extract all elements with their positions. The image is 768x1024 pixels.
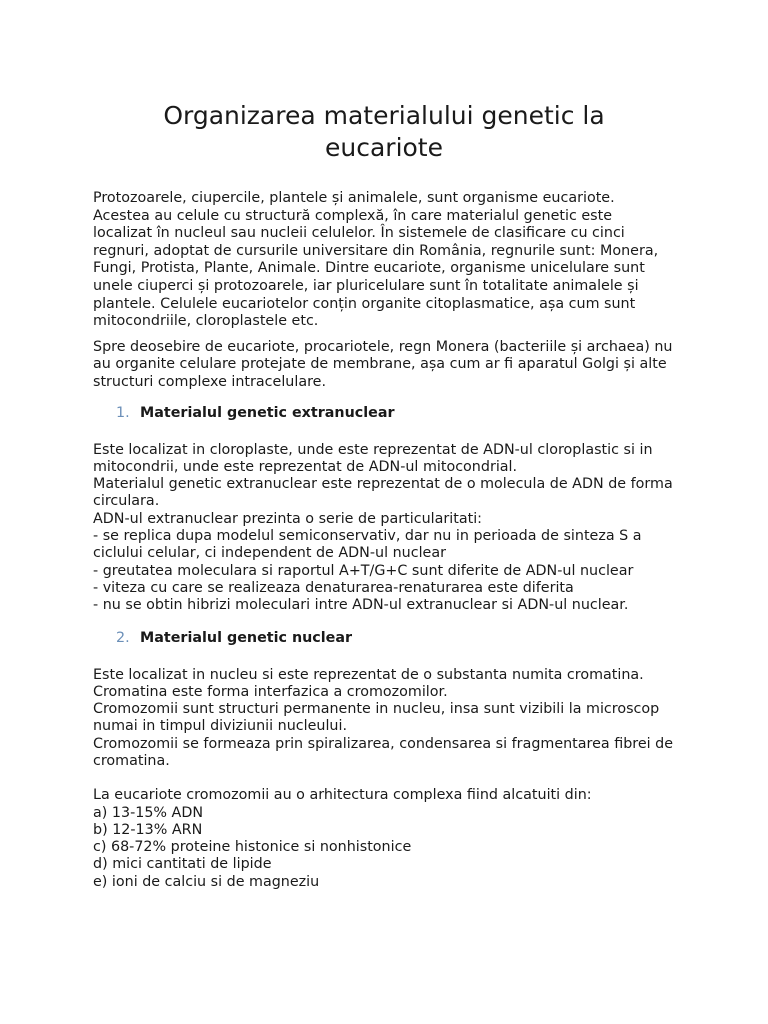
body-line: Cromozomii se formeaza prin spiralizarea, condensarea si fragmentarea fibrei de cromatina. — [93, 735, 674, 769]
body-line: La eucariote cromozomii au o arhitectura complexa fiind alcatuiti din: — [93, 787, 592, 804]
list-item: b) 12-13% ARN — [93, 821, 203, 838]
list-item: d) mici cantitati de lipide — [93, 856, 272, 873]
body-line: Este localizat in nucleu si este reprezentat de o substanta numita cromatina. — [93, 666, 644, 683]
section-heading-label: Materialul genetic nuclear — [140, 629, 353, 646]
section-number: 2. — [116, 629, 130, 646]
body-line: - nu se obtin hibrizi moleculari intre ADN-ul extranuclear si ADN-ul nuclear. — [93, 597, 629, 614]
blank-line — [93, 770, 675, 787]
body-line: Cromozomii sunt structuri permanente in nucleu, insa sunt vizibili la microscop numai in timpul diviziunii nucleului. — [93, 701, 660, 735]
section-body-nuclear — [93, 667, 675, 892]
body-line: Este localizat in cloroplaste, unde este reprezentat de ADN-ul cloroplastic si in mitocondrii, unde este reprezentat de ADN-ul mitocondrial. — [93, 441, 653, 475]
body-line: - viteza cu care se realizeaza denaturarea-renaturarea este diferita — [93, 579, 574, 596]
section-number: 1. — [116, 404, 130, 421]
body-line: - se replica dupa modelul semiconservativ, dar nu in perioada de sinteza S a ciclului celular, ci independent de ADN-ul nuclear — [93, 528, 642, 562]
section-heading-extranuclear — [93, 404, 675, 422]
intro-paragraph-2: Spre deosebire de eucariote, procariotele, regn Monera (bacteriile și archaea) nu au organite celulare protejate de membrane, așa cum ar fi aparatul Golgi și alte structuri complexe intracelulare. — [93, 338, 673, 390]
list-item: e) ioni de calciu si de magneziu — [93, 873, 320, 890]
body-line: Cromatina este forma interfazica a cromozomilor. — [93, 683, 448, 700]
intro-paragraph-1: Protozoarele, ciupercile, plantele și animalele, sunt organisme eucariote. Acestea au celule cu structură complexă, în care materialul genetic este localizat în nucleul sau nucleii celulelor. În sistemele de clasificare cu cinci regnuri, adoptat de cursurile universitare din România, regnurile sunt: Monera, Fungi, Protista, Plante, Animale. Dintre eucariote, organisme unicelulare sunt unele ciuperci și protozoarele, iar pluricelulare sunt în totalitate animalele și plantele. Celulele eucariotelor conțin organite citoplasmatice, așa cum sunt mitocondriile, cloroplastele etc. — [93, 190, 659, 330]
body-line: - greutatea moleculara si raportul A+T/G+C sunt diferite de ADN-ul nuclear — [93, 562, 634, 579]
section-heading-nuclear — [93, 629, 675, 647]
list-item: a) 13-15% ADN — [93, 804, 204, 821]
body-line: Materialul genetic extranuclear este reprezentat de o molecula de ADN de forma circulara. — [93, 476, 673, 510]
section-heading-label: Materialul genetic extranuclear — [140, 404, 395, 421]
body-line: ADN-ul extranuclear prezinta o serie de particularitati: — [93, 510, 482, 527]
section-body-extranuclear — [93, 442, 675, 615]
list-item: c) 68-72% proteine histonice si nonhistonice — [93, 839, 412, 856]
document-title: Organizarea materialului genetic la eucariote — [163, 101, 605, 162]
